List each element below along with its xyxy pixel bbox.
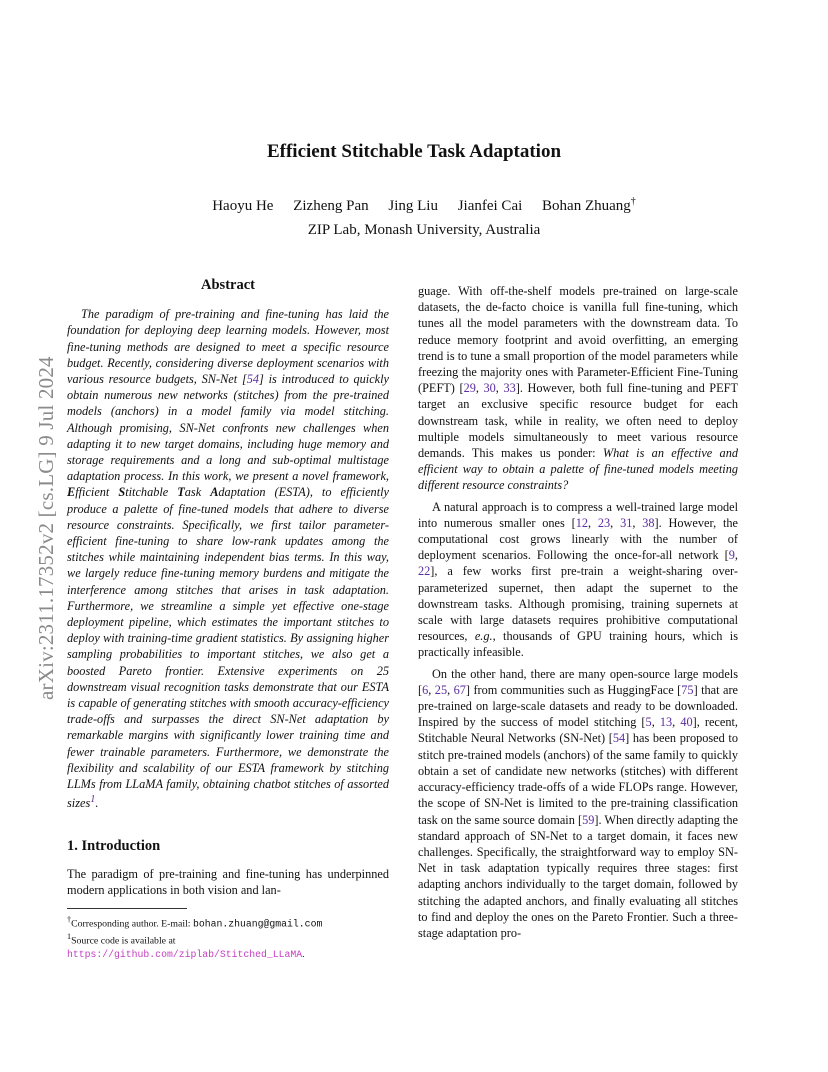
citation-link[interactable]: 6 — [422, 682, 429, 697]
footnote-corresponding: †Corresponding author. E-mail: bohan.zhuang@gmail.com — [67, 915, 323, 930]
citation-link[interactable]: 22 — [418, 564, 431, 579]
citation-link[interactable]: 25 — [434, 682, 448, 697]
body-paragraph: On the other hand, there are many open-source large models [6, 25, 67] from communities such as HuggingFace [75] that are pre-trained on large-scale datasets and ready to be downloaded. Inspired by the success of model stitching [5, 13, 40], recent, Stitchable Neural Networks (SN-Net) [54] has been proposed to stitch pre-trained models (anchors) of the same family to quickly obtain a set of candidate new networks (stitches) with different accuracy-efficiency trade-offs of a wide FLOPs range. However, the scope of SN-Net is limited to the pre-training classification task on the same source domain [59]. When directly adapting the standard approach of SN-Net to a target domain, it faces new challenges. Specifically, the straightforward way to employ SN-Net in task adaptation typically requires three stages: first adapting anchors individually to the target domain, followed by stitching the adapted anchors, and finally evaluating all stitches to find and deploy the ones on the Pareto Frontier. Such a three-stage adaptation pro- — [418, 666, 738, 940]
footnote-divider — [67, 908, 187, 909]
email-address: bohan.zhuang@gmail.com — [192, 918, 323, 930]
abstract-body: The paradigm of pre-training and fine-tuning has laid the foundation for deploying deep learning models. However, most fine-tuning methods are designed to meet a specific resource budget. Recently, considering diverse deployment scenarios with various resource budgets, SN-Net [54] is introduced to quickly obtain numerous new networks (stitches) from the pre-trained models (anchors) in a model family via model stitching. Although promising, SN-Net confronts new challenges when adapting it to new target domains, including huge memory and storage requirements and a long and sub-optimal multistage adaptation process. In this work, we present a novel framework, Efficient Stitchable Task Adaptation (ESTA), to efficiently produce a palette of fine-tuned models that adhere to diverse resource constraints. Specifically, we first tailor parameter-efficient fine-tuning to share low-rank updates among the stitches while maintaining independent bias terms. In this way, we largely reduce fine-tuning memory burdens and mitigate the interference among stitches that arises in task adaptation. Furthermore, we streamline a simple yet effective one-stage deployment pipeline, which estimates the important stitches to deploy with training-time gradient statistics. By assigning higher sampling probabilities to important stitches, we also get a boosted Pareto frontier. Extensive experiments on 25 downstream visual recognition tasks demonstrate that our ESTA is capable of generating stitches with smooth accuracy-efficiency trade-offs and surpasses the direct SN-Net adaptation by remarkable margins with significantly lower training time and fewer trainable parameters. Furthermore, we demonstrate the flexibility and scalability of our ESTA framework by stitching LLMs from LLaMA family, obtaining chatbot stitches of assorted sizes$^1$. — [67, 307, 389, 811]
citation-link[interactable]: 29 — [463, 381, 476, 396]
citation-link[interactable]: 5 — [645, 715, 652, 730]
author-name: Zizheng Pan — [293, 198, 369, 214]
arxiv-identifier: arXiv:2311.17352v2 [cs.LG] 9 Jul 2024 — [34, 356, 58, 700]
right-column — [418, 283, 738, 941]
citation-link[interactable]: 23 — [597, 515, 611, 530]
dagger-mark: † — [630, 196, 636, 207]
author-list — [0, 196, 828, 215]
affiliation: ZIP Lab, Monash University, Australia — [307, 222, 541, 238]
footnote-source-code: $^1$Source code is available at https://github.com/ziplab/Stitched_LLaMA. — [67, 932, 305, 960]
citation-link[interactable]: 54 — [612, 731, 626, 746]
intro-paragraph: The paradigm of pre-training and fine-tuning has underpinned modern applications in both vision and lan- — [67, 866, 389, 897]
citation-link[interactable]: 54 — [246, 372, 260, 387]
citation-link[interactable]: 38 — [642, 515, 655, 530]
citation-link[interactable]: 9 — [728, 548, 735, 563]
author-name: Jing Liu — [388, 198, 438, 214]
author-name: Haoyu He — [212, 198, 274, 214]
body-paragraph: guage. With off-the-shelf models pre-trained on large-scale datasets, the de-facto choice is vanilla full fine-tuning, which tunes all the model parameters with the downstream data. To reduce memory footprint and avoid overfitting, an emerging trend is to tune a small proportion of the model parameters while freezing the majority ones with Parameter-Efficient Fine-Tuning (PEFT) [29, 30, 33]. However, both full fine-tuning and PEFT target an exclusive specific resource budget for each downstream task, while in reality, we often need to deploy multiple models simultaneously to meet various resource demands. This makes us ponder: What is an effective and efficient way to obtain a palette of fine-tuned models meeting different resource constraints? — [418, 284, 738, 493]
footnote-link[interactable]: 1 — [90, 794, 96, 806]
abstract-heading: Abstract — [201, 277, 255, 293]
author-name: Jianfei Cai — [457, 198, 523, 214]
section-heading-introduction: 1. Introduction — [67, 837, 161, 854]
citation-link[interactable]: 12 — [575, 515, 588, 530]
citation-link[interactable]: 59 — [582, 812, 595, 827]
citation-link[interactable]: 40 — [680, 715, 693, 730]
citation-link[interactable]: 13 — [659, 715, 673, 730]
author-name-corresponding: Bohan Zhuang† — [542, 196, 636, 214]
github-link[interactable]: https://github.com/ziplab/Stitched_LLaMA — [67, 948, 303, 960]
left-column — [67, 277, 389, 961]
body-paragraph: A natural approach is to compress a well-trained large model into numerous smaller ones [12, 23, 31, 38]. However, the computational cost grows linearly with the number of deployment scenarios. Following the once-for-all network [9, 22], a few works first pre-train a weight-sharing over-parameterized supernet, then adapt the supernet to the downstream tasks. Although promising, training supernets at scale with large datasets requires prohibitive computational resources, e.g., thousands of GPU training hours, which is practically infeasible. — [418, 499, 738, 660]
citation-link[interactable]: 31 — [620, 515, 633, 530]
citation-link[interactable]: 75 — [681, 682, 694, 697]
citation-link[interactable]: 30 — [483, 381, 496, 396]
citation-link[interactable]: 33 — [503, 381, 516, 396]
paper-title: Efficient Stitchable Task Adaptation — [266, 141, 562, 162]
arxiv-sidebar — [19, 300, 58, 700]
citation-link[interactable]: 67 — [453, 682, 466, 697]
